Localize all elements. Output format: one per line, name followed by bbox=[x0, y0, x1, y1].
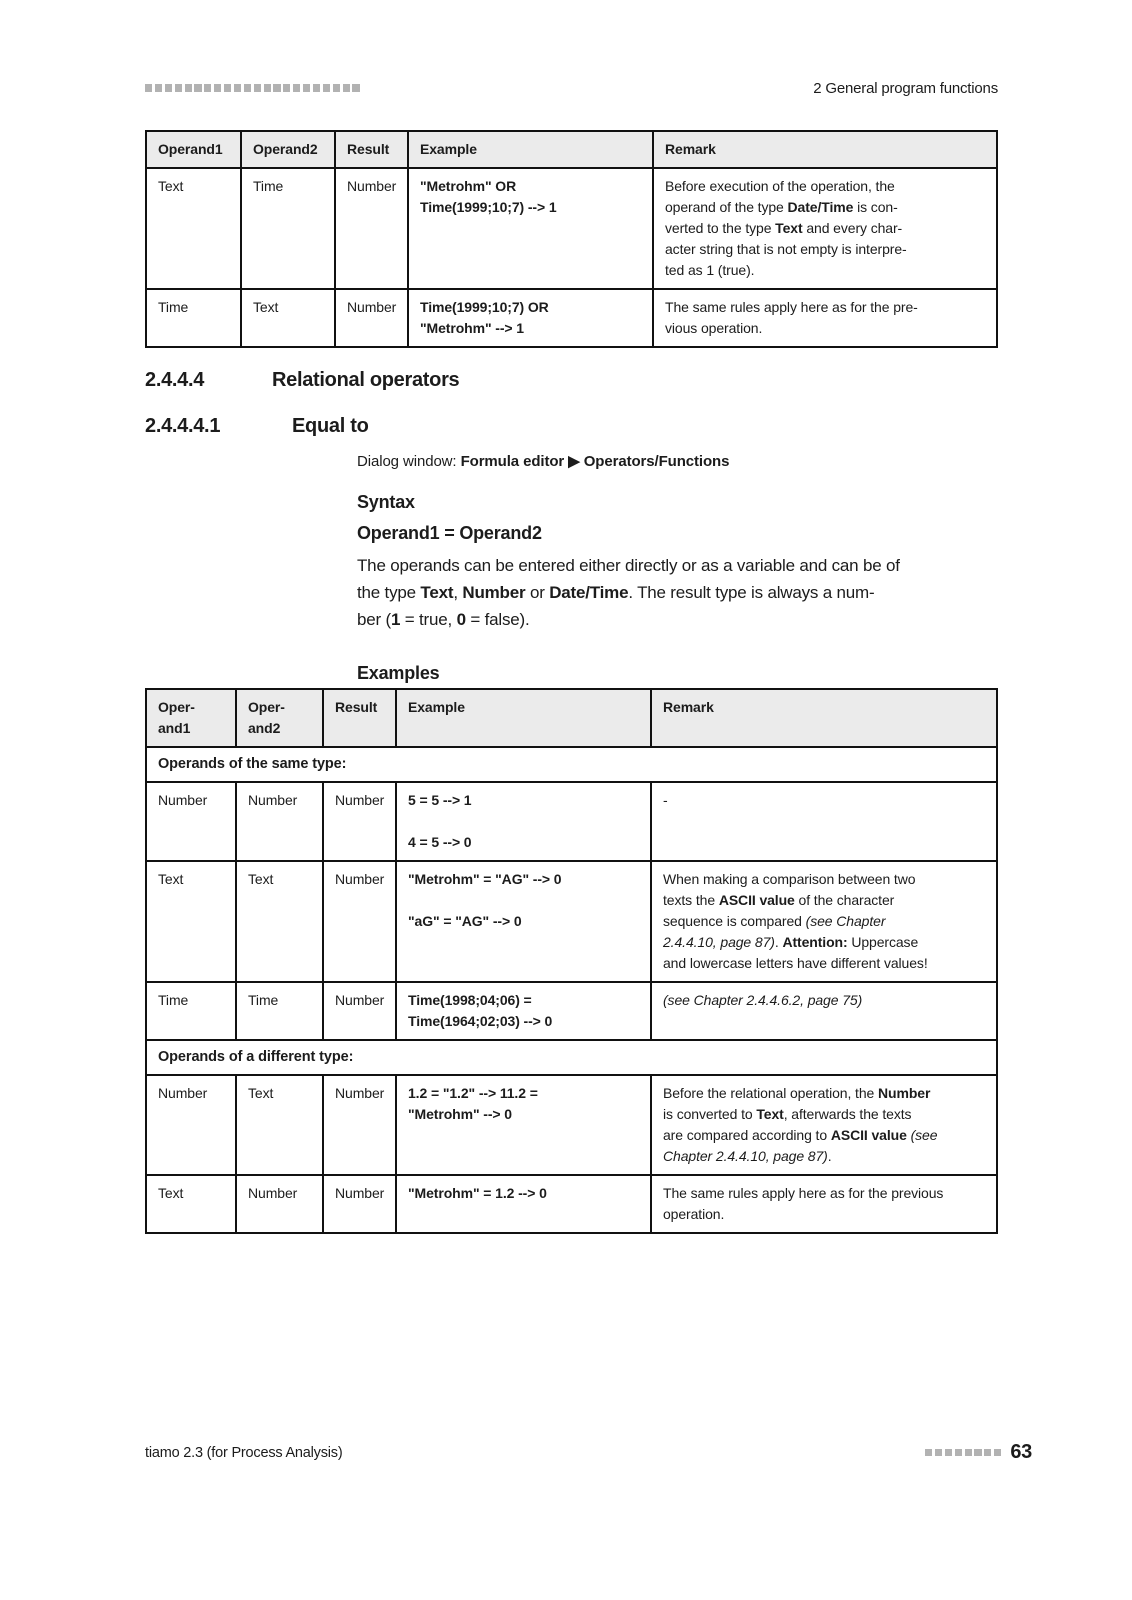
cell-example: 1.2 = "1.2" --> 11.2 = "Metrohm" --> 0 bbox=[396, 1075, 651, 1175]
cell-operand2: Text bbox=[236, 1075, 323, 1175]
syntax-heading: Syntax bbox=[357, 492, 415, 512]
column-header-operand1: Operand1 bbox=[146, 131, 241, 168]
table-row bbox=[146, 982, 997, 1040]
subsection-number: 2.4.4.4.1 bbox=[145, 415, 221, 437]
square-icon bbox=[925, 1449, 932, 1456]
table-row bbox=[146, 861, 997, 982]
table-header-row bbox=[146, 689, 997, 747]
header-squares bbox=[145, 84, 360, 91]
cell-result: Number bbox=[323, 861, 396, 982]
square-icon bbox=[254, 84, 261, 91]
section-title: Relational operators bbox=[272, 369, 460, 391]
column-header-example: Example bbox=[408, 131, 653, 168]
cell-remark: When making a comparison between two texts the ASCII value of the character sequence is compared (see Chapter 2.4.4.10, page 87). Attention: Uppercase and lowercase letters have different values! bbox=[651, 861, 997, 982]
group-label: Operands of the same type: bbox=[146, 747, 997, 782]
cell-operand1: Time bbox=[146, 289, 241, 347]
cell-operand2: Number bbox=[236, 782, 323, 861]
cell-operand2: Text bbox=[236, 861, 323, 982]
cell-result: Number bbox=[335, 168, 408, 289]
square-icon bbox=[935, 1449, 942, 1456]
square-icon bbox=[214, 84, 221, 91]
section-number: 2.4.4.4 bbox=[145, 369, 205, 391]
examples-heading: Examples bbox=[357, 663, 440, 683]
cell-result: Number bbox=[323, 782, 396, 861]
square-icon bbox=[323, 84, 330, 91]
cell-result: Number bbox=[323, 1175, 396, 1233]
square-icon bbox=[352, 84, 359, 91]
square-icon bbox=[293, 84, 300, 91]
table-row bbox=[146, 289, 997, 347]
cell-remark: - bbox=[651, 782, 997, 861]
table-header-row bbox=[146, 131, 997, 168]
square-icon bbox=[165, 84, 172, 91]
cell-operand1: Number bbox=[146, 782, 236, 861]
or-operator-table bbox=[145, 130, 998, 348]
square-icon bbox=[185, 84, 192, 91]
column-header-result: Result bbox=[323, 689, 396, 747]
chapter-heading: 2 General program functions bbox=[813, 79, 998, 97]
cell-operand1: Number bbox=[146, 1075, 236, 1175]
column-header-remark: Remark bbox=[651, 689, 997, 747]
table-row bbox=[146, 1075, 997, 1175]
cell-operand2: Text bbox=[241, 289, 335, 347]
square-icon bbox=[994, 1449, 1001, 1456]
square-icon bbox=[984, 1449, 991, 1456]
cell-example: 5 = 5 --> 1 4 = 5 --> 0 bbox=[396, 782, 651, 861]
square-icon bbox=[244, 84, 251, 91]
column-header-operand1: Oper- and1 bbox=[146, 689, 236, 747]
square-icon bbox=[333, 84, 340, 91]
group-label: Operands of a different type: bbox=[146, 1040, 997, 1075]
table-row bbox=[146, 782, 997, 861]
column-header-remark: Remark bbox=[653, 131, 997, 168]
square-icon bbox=[155, 84, 162, 91]
cell-example: Time(1998;04;06) = Time(1964;02;03) --> 0 bbox=[396, 982, 651, 1040]
syntax-formula: Operand1 = Operand2 bbox=[357, 523, 542, 543]
page-number: 63 bbox=[1010, 1441, 1032, 1463]
cell-remark: The same rules apply here as for the previous operation. bbox=[651, 1175, 997, 1233]
page-content bbox=[145, 0, 998, 1234]
column-header-operand2: Operand2 bbox=[241, 131, 335, 168]
cell-remark: Before execution of the operation, the operand of the type Date/Time is con- verted to the type Text and every char- acter string that is not empty is interpre- ted as 1 (true). bbox=[653, 168, 997, 289]
square-icon bbox=[175, 84, 182, 91]
square-icon bbox=[974, 1449, 981, 1456]
dialog-window-path: Dialog window: Formula editor ▶ Operators/Functions bbox=[357, 453, 730, 470]
cell-operand1: Text bbox=[146, 168, 241, 289]
square-icon bbox=[965, 1449, 972, 1456]
cell-operand1: Time bbox=[146, 982, 236, 1040]
square-icon bbox=[194, 84, 201, 91]
cell-remark: Before the relational operation, the Number is converted to Text, afterwards the texts are compared according to ASCII value (see Chapter 2.4.4.10, page 87). bbox=[651, 1075, 997, 1175]
footer-right bbox=[925, 1441, 1032, 1464]
square-icon bbox=[264, 84, 271, 91]
square-icon bbox=[273, 84, 280, 91]
square-icon bbox=[283, 84, 290, 91]
square-icon bbox=[224, 84, 231, 91]
cell-example: Time(1999;10;7) OR "Metrohm" --> 1 bbox=[408, 289, 653, 347]
cell-operand1: Text bbox=[146, 861, 236, 982]
square-icon bbox=[204, 84, 211, 91]
subsection-title: Equal to bbox=[292, 415, 369, 437]
square-icon bbox=[313, 84, 320, 91]
cell-operand2: Time bbox=[236, 982, 323, 1040]
cell-remark: (see Chapter 2.4.4.6.2, page 75) bbox=[651, 982, 997, 1040]
table-row bbox=[146, 1175, 997, 1233]
product-name: tiamo 2.3 (for Process Analysis) bbox=[145, 1444, 343, 1461]
cell-example: "Metrohm" = "AG" --> 0 "aG" = "AG" --> 0 bbox=[396, 861, 651, 982]
square-icon bbox=[145, 84, 152, 91]
group-label-row bbox=[146, 1040, 997, 1075]
cell-result: Number bbox=[323, 1075, 396, 1175]
cell-operand1: Text bbox=[146, 1175, 236, 1233]
syntax-description: The operands can be entered either directly or as a variable and can be of the type Text, Number or Date/Time. The result type is always a num- ber (1 = true, 0 = false). bbox=[357, 556, 900, 629]
square-icon bbox=[303, 84, 310, 91]
cell-operand2: Number bbox=[236, 1175, 323, 1233]
column-header-operand2: Oper- and2 bbox=[236, 689, 323, 747]
page-footer bbox=[145, 1441, 1032, 1464]
table-row bbox=[146, 168, 997, 289]
square-icon bbox=[955, 1449, 962, 1456]
section-heading bbox=[145, 368, 998, 392]
cell-operand2: Time bbox=[241, 168, 335, 289]
column-header-example: Example bbox=[396, 689, 651, 747]
cell-example: "Metrohm" = 1.2 --> 0 bbox=[396, 1175, 651, 1233]
footer-squares bbox=[925, 1449, 1001, 1456]
cell-remark: The same rules apply here as for the pre- vious operation. bbox=[653, 289, 997, 347]
group-label-row bbox=[146, 747, 997, 782]
square-icon bbox=[234, 84, 241, 91]
subsection-heading bbox=[145, 414, 998, 438]
examples-table bbox=[145, 688, 998, 1234]
page-header bbox=[145, 80, 998, 96]
cell-result: Number bbox=[323, 982, 396, 1040]
column-header-result: Result bbox=[335, 131, 408, 168]
square-icon bbox=[343, 84, 350, 91]
cell-example: "Metrohm" OR Time(1999;10;7) --> 1 bbox=[408, 168, 653, 289]
cell-result: Number bbox=[335, 289, 408, 347]
square-icon bbox=[945, 1449, 952, 1456]
